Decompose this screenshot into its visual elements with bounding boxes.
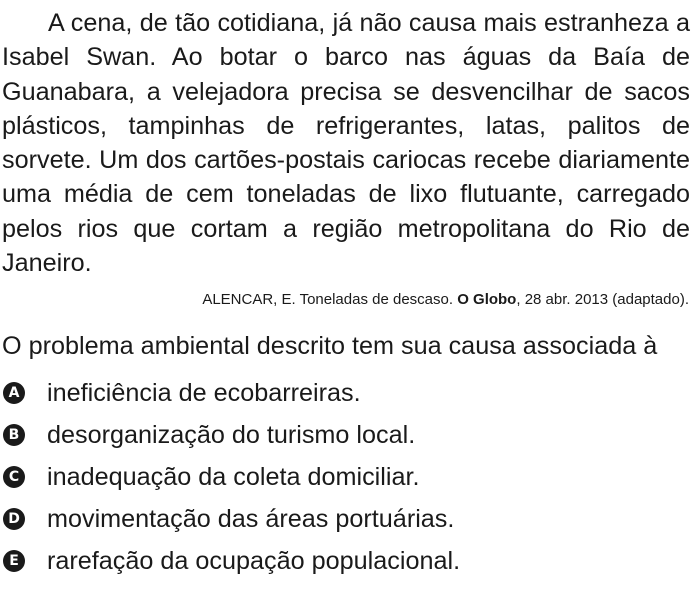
option-c-text: inadequação da coleta domiciliar. [47,463,420,492]
citation [2,290,690,310]
option-e-letter-icon: E [3,550,25,572]
option-b-letter-icon: B [3,424,25,446]
option-d[interactable] [2,498,690,540]
option-a-text: ineficiência de ecobarreiras. [47,379,361,408]
option-c-letter-icon: C [3,466,25,488]
answer-options [2,372,690,582]
option-a-letter-icon: A [3,382,25,404]
option-a[interactable] [2,372,690,414]
citation-date: , 28 abr. 2013 (adaptado). [516,291,689,309]
citation-author-title: ALENCAR, E. Toneladas de descaso. [202,291,458,309]
option-e[interactable] [2,540,690,582]
passage-text: A cena, de tão cotidiana, já não causa mais estranheza a Isabel Swan. Ao botar o barco nas águas da Baía de Guanabara, a velejadora precisa se desvencilhar de sacos plásticos, tampinhas de refrigerantes, latas, palitos de sorvete. Um dos cartões-postais cariocas recebe diariamente uma média de cem toneladas de lixo flutuante, carregado pelos rios que cortam a região metropolitana do Rio de Janeiro. [2,9,690,278]
option-e-text: rarefação da ocupação populacional. [47,547,461,576]
citation-source: O Globo [457,291,517,309]
question-stem: O problema ambiental descrito tem sua causa associada à [2,332,658,361]
option-d-text: movimentação das áreas portuárias. [47,505,455,534]
option-d-letter-icon: D [3,508,25,530]
option-b[interactable] [2,414,690,456]
option-b-text: desorganização do turismo local. [47,421,416,450]
option-c[interactable] [2,456,690,498]
